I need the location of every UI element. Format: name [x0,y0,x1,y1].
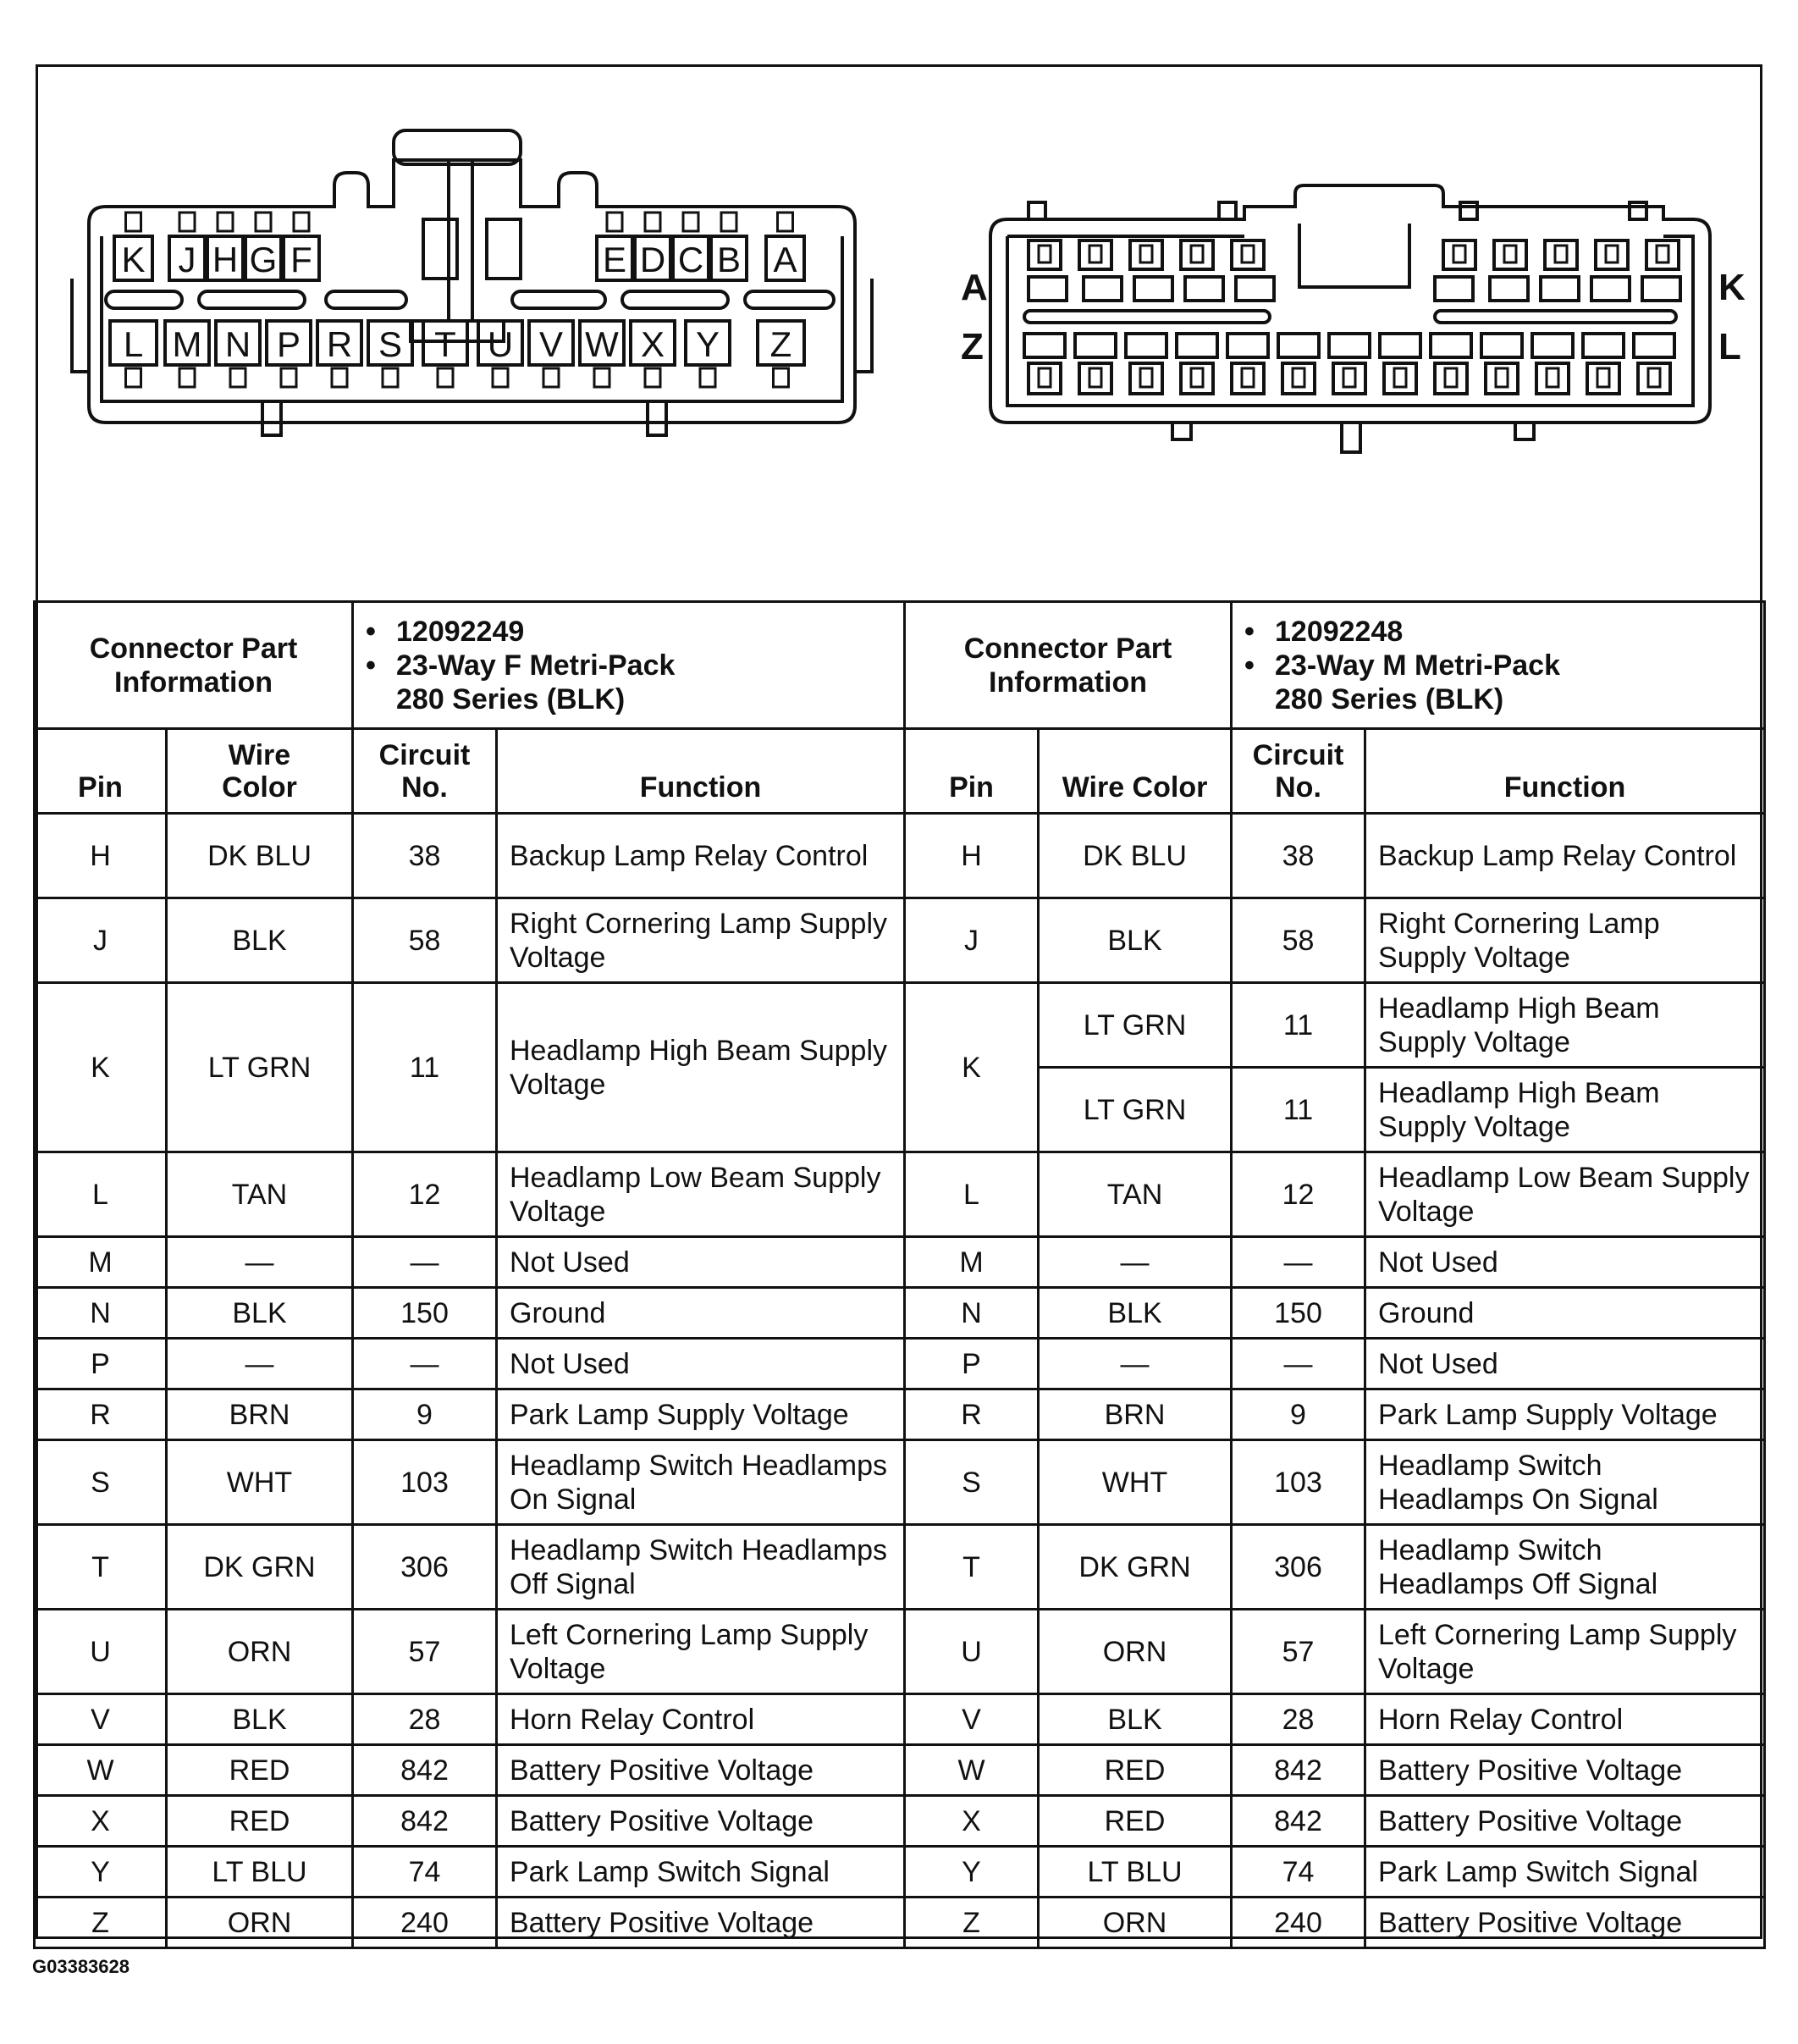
pin-cell-J [169,213,205,280]
pin-cell-P [267,321,311,387]
function-cell-right: Right Cornering Lamp Supply Voltage [1365,898,1765,983]
circuit-cell-right: 38 [1232,814,1365,898]
pin-cavity [1536,363,1569,394]
circuit-cell-right: 306 [1232,1525,1365,1610]
table-row [35,1440,1765,1525]
figure-id: G03383628 [32,1956,130,1977]
wire-color-cell-left: BRN [167,1389,353,1440]
function-cell-left: Park Lamp Switch Signal [497,1847,905,1898]
circuit-cell-right: — [1232,1237,1365,1288]
pin-cell-right: N [905,1288,1039,1339]
pin-slot [1134,277,1172,301]
circuit-cell-left: 74 [353,1847,497,1898]
table-row [35,1339,1765,1389]
circuit-cell-left: 842 [353,1796,497,1847]
wire-color-cell-left: RED [167,1796,353,1847]
pin-label-F: F [290,240,312,279]
pin-cavity [1079,363,1111,394]
pin-cell-right: Y [905,1847,1039,1898]
pin-cavity [1443,240,1475,269]
pin-label-E: E [602,240,627,279]
circuit-cell-left: 58 [353,898,497,983]
pin-cell-left: M [35,1237,167,1288]
table-row [35,1796,1765,1847]
pin-slot [1481,334,1522,357]
connector-m-label-z: Z [961,326,984,367]
connector-f-rails [106,291,834,308]
pin-label-R: R [326,324,353,364]
pin-cell-right: K [905,983,1039,1152]
circuit-cell-right: 150 [1232,1288,1365,1339]
pin-cell-left: J [35,898,167,983]
pin-cell-right: H [905,814,1039,898]
pin-label-H: H [212,240,239,279]
table-row [35,814,1765,898]
pin-cavity [1587,363,1619,394]
circuit-cell-right: 842 [1232,1796,1365,1847]
pin-label-G: G [249,240,278,279]
function-cell-right: Left Cornering Lamp Supply Voltage [1365,1610,1765,1694]
function-cell-left: Left Cornering Lamp Supply Voltage [497,1610,905,1694]
pin-label-X: X [640,324,665,364]
connector-m-label-k: K [1718,267,1746,308]
pin-cavity [1130,363,1162,394]
pin-cell-W [580,321,624,387]
pin-cell-right: P [905,1339,1039,1389]
pin-label-N: N [224,324,251,364]
circuit-cell-right: — [1232,1339,1365,1389]
pinout-table [33,600,1763,1949]
function-cell-right: Backup Lamp Relay Control [1365,814,1765,898]
pin-cell-E [597,213,632,280]
pin-slot [1591,277,1630,301]
pin-cell-left: P [35,1339,167,1389]
pin-cell-right: X [905,1796,1039,1847]
wire-color-cell-left: DK BLU [167,814,353,898]
pin-slot [1634,334,1674,357]
pin-label-K: K [121,240,146,279]
circuit-cell-right: 11 [1232,983,1365,1068]
bullet: • [1244,649,1255,682]
pin-cavity [1181,363,1213,394]
pin-cavity [1333,363,1365,394]
wire-color-cell-right: ORN [1039,1898,1232,1948]
pin-slot [1126,334,1166,357]
pin-cell-right: J [905,898,1039,983]
function-cell-left: Not Used [497,1339,905,1389]
pin-cell-left: T [35,1525,167,1610]
function-cell-left: Headlamp Switch Headlamps Off Signal [497,1525,905,1610]
connector-m-label-a: A [961,267,988,308]
bullet: • [366,615,376,648]
pin-cell-left: S [35,1440,167,1525]
pin-cavity [1596,240,1628,269]
pin-cavity [1545,240,1577,269]
table-row [35,1898,1765,1948]
connector-f-body [72,130,872,435]
wire-color-cell-left: ORN [167,1898,353,1948]
pin-cell-Z [758,321,804,387]
wire-color-cell-right: BLK [1039,1694,1232,1745]
pin-label-J: J [178,240,196,279]
function-cell-right: Park Lamp Switch Signal [1365,1847,1765,1898]
wire-color-cell-right: LT BLU [1039,1847,1232,1898]
part-number-left: 12092249 [396,615,525,648]
circuit-cell-left: 240 [353,1898,497,1948]
pin-label-U: U [487,324,514,364]
pin-cavity [1638,363,1670,394]
pin-label-Z: Z [769,324,792,364]
table-row [35,898,1765,983]
function-cell-left: Battery Positive Voltage [497,1745,905,1796]
pin-label-Y: Y [695,324,720,364]
connector-diagram [38,67,1760,600]
pin-cavity [1029,240,1061,269]
pin-slot [1278,334,1319,357]
pin-cavity [1130,240,1162,269]
wire-color-cell-left: TAN [167,1152,353,1237]
pin-cell-left: V [35,1694,167,1745]
function-cell-right: Headlamp Switch Headlamps On Signal [1365,1440,1765,1525]
wire-color-cell-right: — [1039,1237,1232,1288]
function-cell-right: Ground [1365,1288,1765,1339]
function-cell-left: Headlamp Switch Headlamps On Signal [497,1440,905,1525]
pin-cell-right: R [905,1389,1039,1440]
circuit-cell-left: 11 [353,983,497,1152]
circuit-cell-right: 57 [1232,1610,1365,1694]
pin-slot [1541,277,1579,301]
pin-cell-D [635,213,670,280]
pin-cell-Y [686,321,730,387]
wire-color-cell-left: RED [167,1745,353,1796]
pin-cell-right: U [905,1610,1039,1694]
table-row [35,1694,1765,1745]
pin-cell-H [207,213,243,280]
connector-part-info-label-left: Connector Part Information [35,602,353,729]
pin-cavity [1232,363,1264,394]
pin-cell-right: T [905,1525,1039,1610]
pin-cavity [1181,240,1213,269]
function-cell-left: Horn Relay Control [497,1694,905,1745]
table-row [35,983,1765,1068]
pin-cell-V [529,321,573,387]
circuit-cell-left: 9 [353,1389,497,1440]
table-row [35,1610,1765,1694]
function-cell-left: Ground [497,1288,905,1339]
pin-cell-left: X [35,1796,167,1847]
pin-label-T: T [434,324,456,364]
pin-cell-left: U [35,1610,167,1694]
connector-m-pin-cells [1024,240,1680,394]
pin-slot [1583,334,1624,357]
function-cell-left: Park Lamp Supply Voltage [497,1389,905,1440]
pin-slot [1642,277,1680,301]
wire-color-cell-right: DK BLU [1039,814,1232,898]
wire-color-cell-left: — [167,1237,353,1288]
pin-label-P: P [276,324,301,364]
connector-part-info-left [353,602,905,729]
wire-color-cell-right: TAN [1039,1152,1232,1237]
col-header-pin-right: Pin [905,729,1039,814]
pin-slot [1431,334,1471,357]
pin-cell-right: S [905,1440,1039,1525]
pin-slot [1435,277,1473,301]
pin-cell-M [165,321,209,387]
bullet: • [1244,615,1255,648]
col-header-function-left: Function [497,729,905,814]
pin-slot [1177,334,1217,357]
pin-cell-left: Z [35,1898,167,1948]
pin-cell-left: L [35,1152,167,1237]
pin-cavity [1494,240,1526,269]
pin-slot [1227,334,1268,357]
wire-color-cell-left: — [167,1339,353,1389]
pin-slot [1185,277,1223,301]
table-row [35,1847,1765,1898]
pin-cell-left: W [35,1745,167,1796]
circuit-cell-right: 103 [1232,1440,1365,1525]
function-cell-right: Park Lamp Supply Voltage [1365,1389,1765,1440]
pin-cavity [1079,240,1111,269]
wire-color-cell-right: ORN [1039,1610,1232,1694]
pin-cell-L [110,321,157,387]
wire-color-cell-right: DK GRN [1039,1525,1232,1610]
pin-cell-K [114,213,152,280]
pin-cavity [1435,363,1467,394]
circuit-cell-right: 28 [1232,1694,1365,1745]
connector-part-info-right [1232,602,1765,729]
pin-cell-B [711,213,747,280]
wire-color-cell-right: BRN [1039,1389,1232,1440]
function-cell-right: Headlamp High Beam Supply Voltage [1365,983,1765,1068]
part-number-right: 12092248 [1275,615,1404,648]
pin-cavity [1646,240,1679,269]
table-row [35,1237,1765,1288]
pin-cell-G [245,213,281,280]
pin-cavity [1384,363,1416,394]
bullet: • [366,649,376,682]
connector-f-top-row [114,213,804,280]
pin-cell-left: K [35,983,167,1152]
pin-cell-C [673,213,709,280]
col-header-wire-color-left: Wire Color [167,729,353,814]
table-row [35,1152,1765,1237]
circuit-cell-left: 57 [353,1610,497,1694]
table-row [35,1745,1765,1796]
circuit-cell-left: — [353,1237,497,1288]
pin-cell-N [216,321,260,387]
pin-cell-R [317,321,361,387]
pin-slot [1029,277,1067,301]
circuit-cell-right: 74 [1232,1847,1365,1898]
circuit-cell-right: 9 [1232,1389,1365,1440]
wire-color-cell-left: ORN [167,1610,353,1694]
pin-label-D: D [639,240,666,279]
pin-cavity [1029,363,1061,394]
wire-color-cell-left: WHT [167,1440,353,1525]
function-cell-right: Battery Positive Voltage [1365,1745,1765,1796]
wire-color-cell-right: BLK [1039,1288,1232,1339]
wire-color-cell-left: BLK [167,898,353,983]
table-row [35,1525,1765,1610]
wire-color-cell-right: LT GRN [1039,983,1232,1068]
pin-label-B: B [716,240,742,279]
pin-slot [1075,334,1116,357]
pin-cell-X [631,321,675,387]
circuit-cell-left: 150 [353,1288,497,1339]
wire-color-cell-right: LT GRN [1039,1068,1232,1152]
wire-color-cell-left: BLK [167,1288,353,1339]
table-row [35,1288,1765,1339]
connector-m-rails [1024,311,1676,323]
wire-color-cell-right: BLK [1039,898,1232,983]
col-header-function-right: Function [1365,729,1765,814]
connector-f-bottom-row [110,321,804,387]
function-cell-left: Right Cornering Lamp Supply Voltage [497,898,905,983]
pin-label-C: C [677,240,704,279]
pin-cell-U [478,321,522,387]
function-cell-right: Horn Relay Control [1365,1694,1765,1745]
pin-slot [1329,334,1370,357]
pin-label-M: M [172,324,202,364]
table-row [35,1389,1765,1440]
wire-color-cell-right: RED [1039,1796,1232,1847]
wire-color-cell-right: WHT [1039,1440,1232,1525]
circuit-cell-left: 842 [353,1745,497,1796]
pin-cell-right: Z [905,1898,1039,1948]
circuit-cell-left: 28 [353,1694,497,1745]
function-cell-left: Battery Positive Voltage [497,1898,905,1948]
function-cell-left: Not Used [497,1237,905,1288]
connector-desc-left: 23-Way F Metri-Pack 280 Series (BLK) [396,649,676,715]
pin-slot [1532,334,1573,357]
wire-color-cell-right: — [1039,1339,1232,1389]
pin-cell-left: N [35,1288,167,1339]
wire-color-cell-left: DK GRN [167,1525,353,1610]
connector-m-label-l: L [1718,326,1741,367]
pin-slot [1490,277,1528,301]
wire-color-cell-left: BLK [167,1694,353,1745]
pin-cavity [1282,363,1315,394]
pin-cell-right: L [905,1152,1039,1237]
col-header-wire-color-right: Wire Color [1039,729,1232,814]
function-cell-right: Not Used [1365,1339,1765,1389]
function-cell-right: Battery Positive Voltage [1365,1898,1765,1948]
circuit-cell-left: 12 [353,1152,497,1237]
wire-color-cell-left: LT BLU [167,1847,353,1898]
circuit-cell-right: 240 [1232,1898,1365,1948]
connector-diagram-svg [38,67,1760,600]
function-cell-right: Headlamp Switch Headlamps Off Signal [1365,1525,1765,1610]
pin-slot [1084,277,1122,301]
circuit-cell-left: 306 [353,1525,497,1610]
function-cell-left: Battery Positive Voltage [497,1796,905,1847]
pin-cell-left: Y [35,1847,167,1898]
pin-cell-S [368,321,412,387]
pin-cavity [1232,240,1264,269]
circuit-cell-right: 842 [1232,1745,1365,1796]
circuit-cell-right: 11 [1232,1068,1365,1152]
col-header-circuit-right: Circuit No. [1232,729,1365,814]
function-cell-right: Not Used [1365,1237,1765,1288]
function-cell-left: Headlamp High Beam Supply Voltage [497,983,905,1152]
pin-cell-right: M [905,1237,1039,1288]
pin-cavity [1486,363,1518,394]
pin-cell-right: W [905,1745,1039,1796]
pin-slot [1236,277,1274,301]
col-header-pin-left: Pin [35,729,167,814]
wire-color-cell-left: LT GRN [167,983,353,1152]
function-cell-right: Battery Positive Voltage [1365,1796,1765,1847]
pin-label-A: A [773,240,797,279]
pin-cell-right: V [905,1694,1039,1745]
circuit-cell-left: 103 [353,1440,497,1525]
circuit-cell-left: — [353,1339,497,1389]
circuit-cell-left: 38 [353,814,497,898]
pin-label-L: L [123,324,144,364]
pin-label-S: S [378,324,403,364]
function-cell-left: Headlamp Low Beam Supply Voltage [497,1152,905,1237]
pin-label-V: V [538,324,564,364]
pin-cell-left: H [35,814,167,898]
pin-cell-T [423,321,467,387]
wire-color-cell-right: RED [1039,1745,1232,1796]
pin-cell-F [284,213,319,280]
pin-slot [1380,334,1420,357]
pin-label-W: W [585,324,619,364]
pin-slot [1024,334,1065,357]
circuit-cell-right: 58 [1232,898,1365,983]
function-cell-right: Headlamp High Beam Supply Voltage [1365,1068,1765,1152]
function-cell-left: Backup Lamp Relay Control [497,814,905,898]
col-header-circuit-left: Circuit No. [353,729,497,814]
connector-part-info-label-right: Connector Part Information [905,602,1232,729]
pin-cell-left: R [35,1389,167,1440]
connector-m-body [990,185,1710,452]
circuit-cell-right: 12 [1232,1152,1365,1237]
connector-desc-right: 23-Way M Metri-Pack 280 Series (BLK) [1275,649,1560,715]
pin-cell-A [766,213,804,280]
function-cell-right: Headlamp Low Beam Supply Voltage [1365,1152,1765,1237]
